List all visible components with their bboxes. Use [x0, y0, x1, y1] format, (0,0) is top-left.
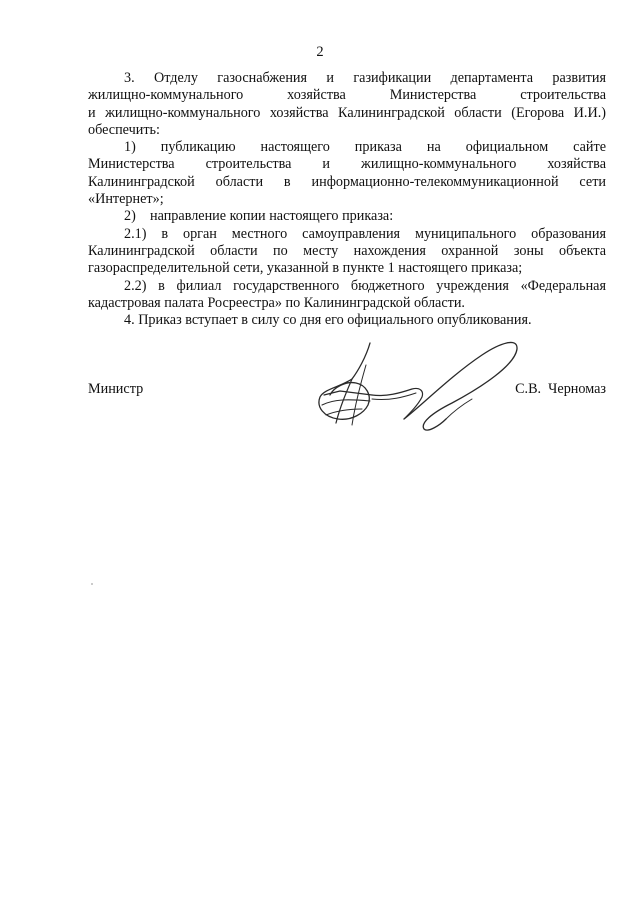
paragraph-subitem-2-2	[88, 278, 606, 313]
text-line: 3. Отделу газоснабжения и газификации департамента развития	[124, 70, 606, 86]
document-body	[88, 70, 606, 329]
paragraph-item-4	[88, 312, 606, 329]
text-line: Калининградской области в информационно-телекоммуникационной сети	[88, 173, 606, 190]
text-line: обеспечить:	[88, 121, 160, 138]
text-line: Калининградской области по месту нахождения охранной зоны объекта	[88, 242, 606, 259]
text-line: 2.1) в орган местного самоуправления муниципального образования	[124, 225, 606, 242]
paragraph-item-3	[88, 70, 606, 139]
text-line: и жилищно-коммунального хозяйства Калининградской области (Егорова И.И.)	[88, 104, 606, 121]
signatory-title: Министр	[88, 381, 144, 397]
page-number: 2	[316, 44, 324, 60]
text-line: «Интернет»;	[88, 191, 164, 208]
paragraph-subitem-2	[88, 208, 606, 225]
text-line: 1) публикацию настоящего приказа на официальном сайте	[124, 139, 606, 156]
text-line: 2.2) в филиал государственного бюджетного учреждения «Федеральная	[124, 277, 606, 294]
scan-speck	[91, 583, 93, 585]
paragraph-subitem-1	[88, 139, 606, 208]
text-line: газораспределительной сети, указанной в пункте 1 настоящего приказа;	[88, 260, 523, 277]
text-line: 4. Приказ вступает в силу со дня его официального опубликования.	[124, 312, 532, 329]
text-line: 2) направление копии настоящего приказа:	[124, 208, 394, 225]
signature-block	[88, 381, 606, 403]
text-line: кадастровая палата Росреестра» по Калининградской области.	[88, 294, 465, 311]
text-line: Министерства строительства и жилищно-коммунального хозяйства	[88, 156, 606, 173]
text-line: жилищно-коммунального хозяйства Министерства строительства	[88, 87, 606, 104]
signatory-name: С.В. Черномаз	[515, 381, 606, 397]
paragraph-subitem-2-1	[88, 226, 606, 278]
